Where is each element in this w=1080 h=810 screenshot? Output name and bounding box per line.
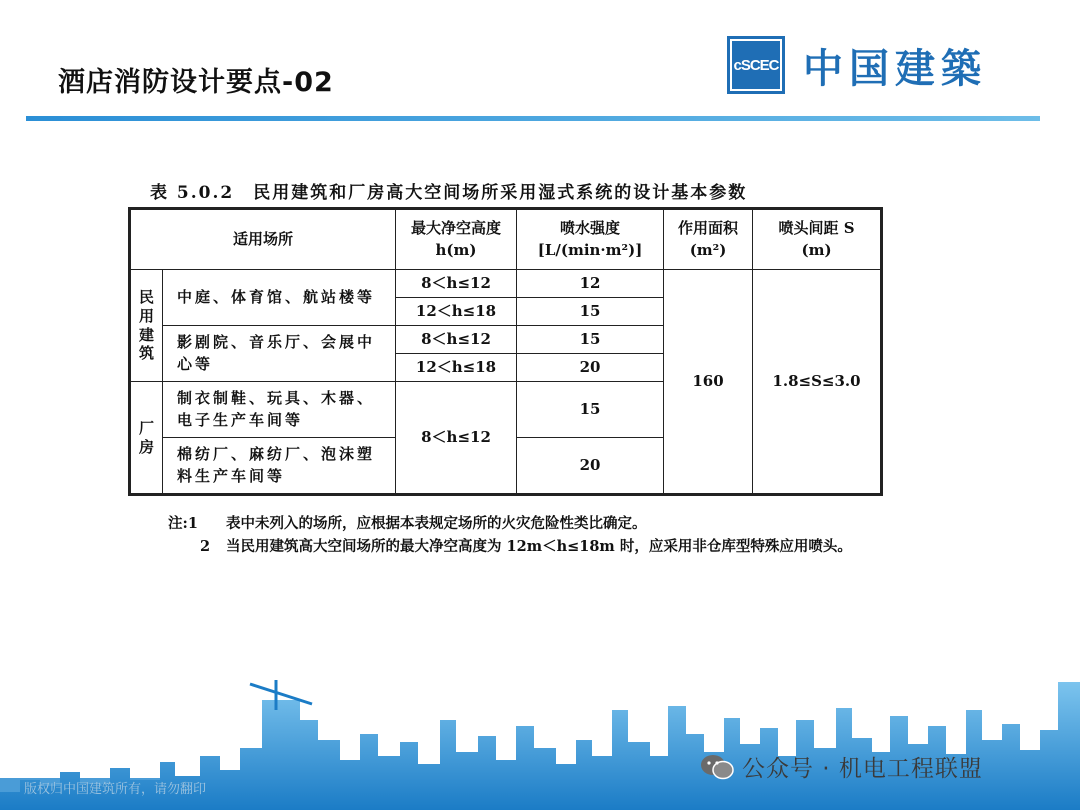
intensity-cell: 20: [517, 438, 664, 495]
note-2-text: 当民用建筑高大空间场所的最大净空高度为 12m＜h≤18m 时，应采用非仓库型特殊应用喷头。: [226, 538, 852, 555]
note-label: 注:1: [168, 515, 198, 532]
note-1: [168, 512, 888, 535]
logo-mark-text: cSCEC: [730, 39, 782, 91]
height-cell: 8＜h≤12: [396, 270, 517, 298]
intensity-cell: 12: [517, 270, 664, 298]
header-intensity: [517, 209, 664, 270]
table-caption: 表 5.0.2 民用建筑和厂房高大空间场所采用湿式系统的设计基本参数: [150, 183, 748, 203]
note-1-text: 表中未列入的场所，应根据本表规定场所的火灾危险性类比确定。: [226, 515, 647, 532]
wechat-icon: [700, 754, 734, 780]
place-garment: 制衣制鞋、玩具、木器、电子生产车间等: [163, 382, 396, 438]
header-intensity-line2: [L/(min·m²)]: [537, 240, 643, 259]
header-area: [664, 209, 753, 270]
spacing-cell: 1.8≤S≤3.0: [753, 270, 882, 495]
note-2-number: 2: [200, 538, 211, 555]
slide-title: 酒店消防设计要点-02: [58, 67, 334, 98]
cscec-logo-mark: [727, 36, 785, 94]
height-cell: 12＜h≤18: [396, 354, 517, 382]
intensity-cell: 20: [517, 354, 664, 382]
wechat-watermark: [700, 750, 983, 783]
copyright-notice: 版权归中国建筑所有，请勿翻印: [24, 782, 207, 797]
title-divider: [26, 116, 1040, 121]
note-2: [168, 535, 888, 558]
group-factory: [130, 382, 163, 495]
place-textile: 棉纺厂、麻纺厂、泡沫塑料生产车间等: [163, 438, 396, 495]
height-cell: 12＜h≤18: [396, 298, 517, 326]
header-area-line1: 作用面积: [678, 218, 739, 237]
logo-text: 中国建築: [803, 45, 987, 92]
place-theater: 影剧院、音乐厅、会展中心等: [163, 326, 396, 382]
header-height-line1: 最大净空高度: [411, 218, 502, 237]
design-parameter-table: [128, 207, 883, 496]
height-cell: 8＜h≤12: [396, 326, 517, 354]
header-place: 适用场所: [130, 209, 396, 270]
watermark-text: 公众号 · 机电工程联盟: [742, 756, 983, 782]
area-cell: 160: [664, 270, 753, 495]
header-intensity-line1: 喷水强度: [560, 218, 621, 237]
header-spacing: [753, 209, 882, 270]
group-factory-label: 厂房: [138, 418, 154, 456]
intensity-cell: 15: [517, 326, 664, 354]
company-logo: [727, 34, 1039, 96]
intensity-cell: 15: [517, 382, 664, 438]
header-area-line2: (m²): [689, 240, 727, 259]
table-notes: [168, 512, 888, 558]
header-spacing-line2: (m): [801, 240, 832, 259]
group-civil-label: 民用建筑: [138, 288, 154, 363]
table-row: [130, 270, 882, 298]
height-cell: 8＜h≤12: [396, 382, 517, 495]
header-height: [396, 209, 517, 270]
header-height-line2: h(m): [435, 240, 477, 259]
intensity-cell: 15: [517, 298, 664, 326]
table-header-row: [130, 209, 882, 270]
place-atrium: 中庭、体育馆、航站楼等: [163, 270, 396, 326]
header-spacing-line1: 喷头间距 S: [778, 218, 855, 237]
group-civil: [130, 270, 163, 382]
